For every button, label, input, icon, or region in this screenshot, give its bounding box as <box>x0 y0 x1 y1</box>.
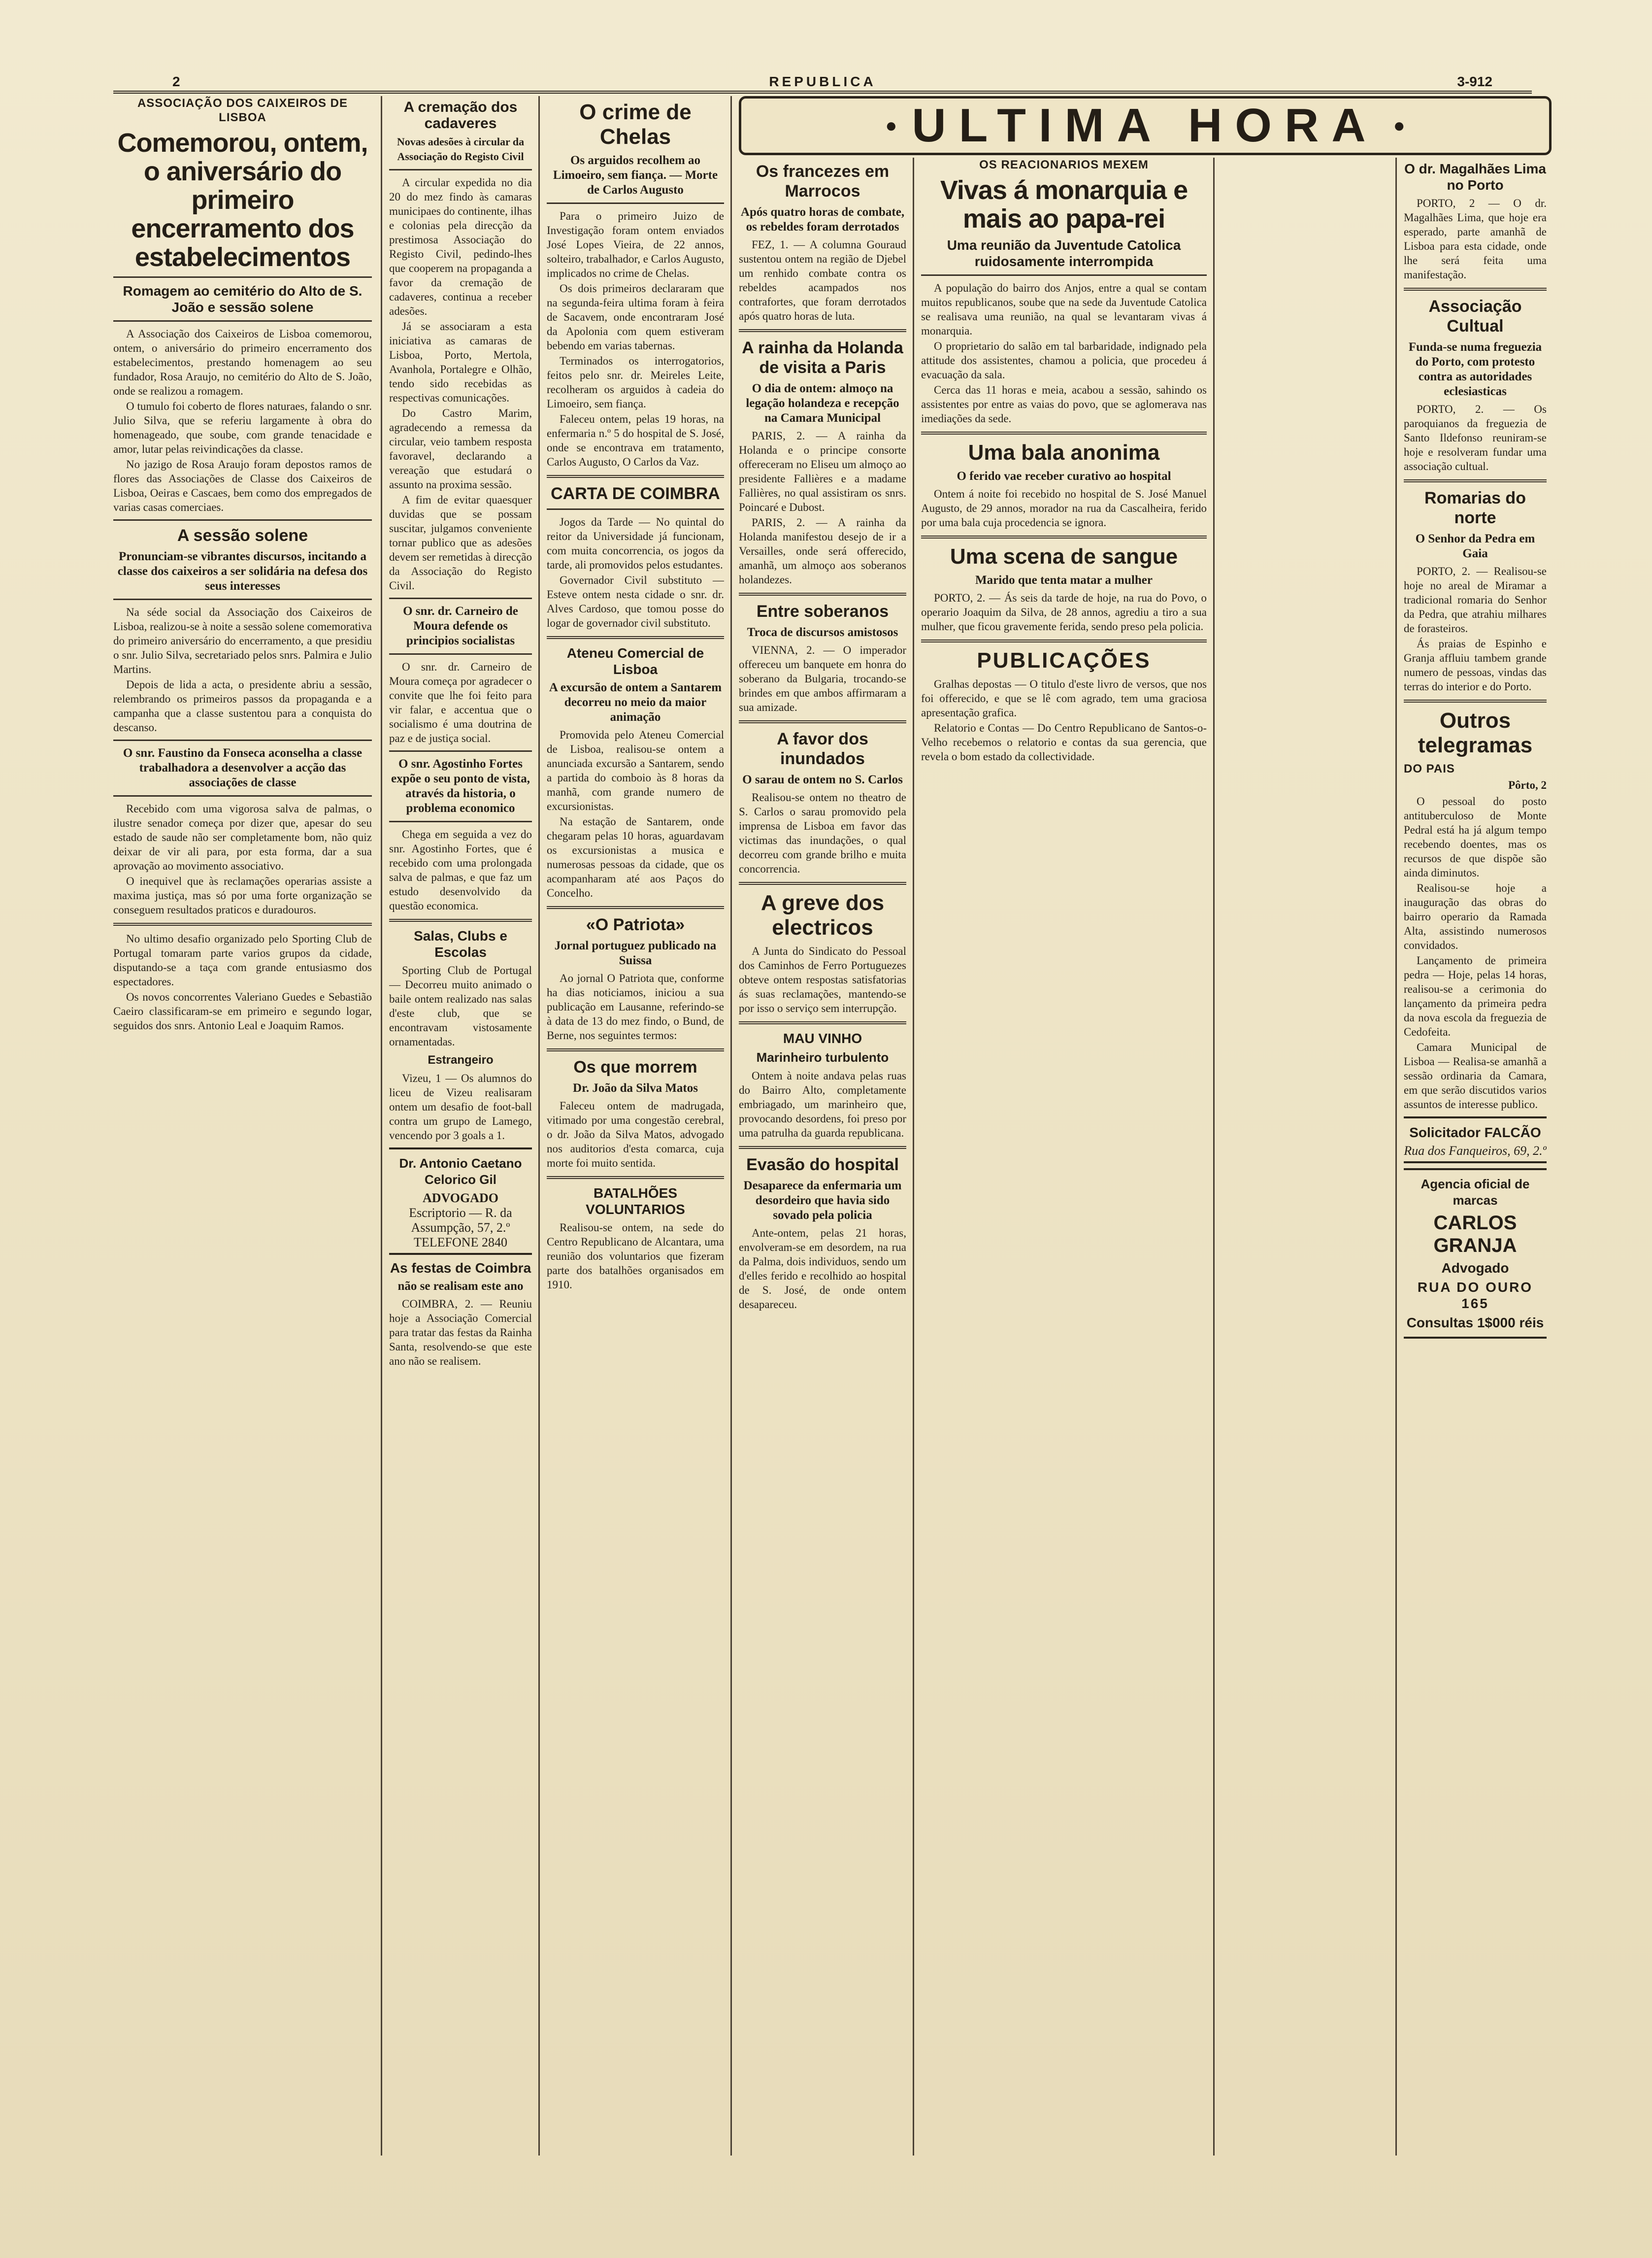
section-heading: Evasão do hospital <box>746 1155 899 1174</box>
article-paragraph: Os novos concorrentes Valeriano Guedes e Sebastião Caeiro classificaram-se em primeiro e segundo logar, seguidos dos snrs. Antonio Leal e Joaquim Ramos. <box>113 991 372 1032</box>
article-paragraph: PARIS, 2. — A rainha da Holanda e o principe consorte offereceram no Eliseu um almoço ao presidente Fallières e a madame Fallières, no qual assistiram os snrs. Poincaré e Dubost. <box>739 430 906 513</box>
section-heading: O snr. dr. Carneiro de Moura defende os principios socialistas <box>403 605 518 647</box>
article-paragraph: Realisou-se hoje a inauguração das obras do bairro operario da Ramada Alta, assistindo numerosos convidados. <box>1404 882 1547 951</box>
article-paragraph: O pessoal do posto antituberculoso de Monte Pedral está ha já algum tempo recebendo doentes, mas os recursos de que dispõe são ainda diminutos. <box>1404 795 1547 879</box>
section-deck: não se realisam este ano <box>397 1280 524 1293</box>
section-heading: As festas de Coimbra <box>390 1260 531 1276</box>
article-paragraph: Chega em seguida a vez do snr. Agostinho Fortes, que é recebido com uma prolongada salva de palmas, e que faz um estudo desenvolvido da questão economica. <box>389 828 532 912</box>
article-paragraph: Ontem à noite andava pelas ruas do Bairro Alto, completamente embriagado, um marinheiro que, provocando desordens, foi preso por uma patrulha da guarda republicana. <box>739 1070 906 1139</box>
column-chelas <box>547 96 724 2156</box>
page-number: 2 <box>172 74 180 89</box>
column-cremacao <box>389 96 532 2156</box>
section-heading: O snr. Agostinho Fortes expõe o seu ponto de vista, através da historia, o problema economico <box>391 757 530 815</box>
lawyer-advertisement <box>389 1147 532 1255</box>
section-heading: MAU VINHO <box>783 1031 862 1046</box>
column-rule <box>913 158 914 2156</box>
ad-kicker: Agencia oficial de marcas <box>1421 1177 1530 1208</box>
article-kicker: OS REACIONARIOS MEXEM <box>979 158 1149 171</box>
masthead <box>113 74 1532 94</box>
trademark-agency-advertisement <box>1404 1168 1547 1339</box>
article-paragraph: Ontem á noite foi recebido no hospital de S. José Manuel Augusto, de 29 annos, morador na rua da Cascalheira, ferido por uma bala cuja procedencia se ignora. <box>921 488 1207 529</box>
section-heading: Estrangeiro <box>428 1053 494 1067</box>
article-paragraph: Ao jornal O Patriota que, conforme ha dias noticiamos, iniciou a sua publicação em Lausanne, referindo-se à data de 13 do mez findo, o Bund, de Berne, nos seguintes termos: <box>547 972 724 1042</box>
section-heading: Os que morrem <box>573 1058 697 1077</box>
section-deck: O ferido vae receber curativo ao hospital <box>957 470 1171 483</box>
article-paragraph: COIMBRA, 2. — Reuniu hoje a Associação Comercial para tratar das festas da Rainha Santa, resolvendo-se que este ano não se realisem. <box>389 1298 532 1367</box>
section-deck: Pronunciam-se vibrantes discursos, incitando a classe dos caixeiros a ser solidária na defesa dos seus interesses <box>117 550 368 593</box>
section-heading: O snr. Faustino da Fonseca aconselha a classe trabalhadora a desenvolver a acção das associações de classe <box>123 746 363 789</box>
column-rule <box>1395 158 1397 2156</box>
section-deck: O Senhor da Pedra em Gaia <box>1415 532 1535 560</box>
column-porto <box>1404 158 1547 2156</box>
section-heading: CARTA DE COIMBRA <box>551 484 720 503</box>
article-paragraph: FEZ, 1. — A columna Gouraud sustentou ontem na região de Djebel um renhido combate contra os rebeldes acampados nos contrafortes, que foram derrotados após quatro horas de luta. <box>739 238 906 322</box>
article-paragraph: Realisou-se ontem, na sede do Centro Republicano de Alcantara, uma reunião dos voluntarios que fizeram parte dos batalhões organisados em 1910. <box>547 1221 724 1291</box>
article-paragraph: PORTO, 2 — O dr. Magalhães Lima, que hoje era esperado, parte amanhã de Lisboa para esta cidade, onde lhe será feita uma manifestação. <box>1404 197 1547 281</box>
article-headline: Vivas á monarquia e mais ao papa-rei <box>940 175 1188 234</box>
ultima-hora-banner <box>739 96 1552 155</box>
article-deck: Os arguidos recolhem ao Limoeiro, sem fiança. — Morte de Carlos Augusto <box>553 154 718 197</box>
article-paragraph: VIENNA, 2. — O imperador offereceu um banquete em honra do soberano da Bulgaria, trocando-se brindes em que ambos affirmaram a sua amizade. <box>739 644 906 713</box>
article-paragraph: Ante-ontem, pelas 21 horas, envolveram-se em desordem, na rua da Palma, dois individuos, sendo um d'elles ferido e recolhido ao hospital de S. José, de onde ontem desapareceu. <box>739 1227 906 1311</box>
ad-title: Advogado <box>1441 1260 1509 1276</box>
ad-phone: TELEFONE 2840 <box>414 1235 507 1249</box>
section-heading: «O Patriota» <box>586 915 685 934</box>
article-headline: Comemorou, ontem, o aniversário do primeiro encerramento dos estabelecimentos <box>117 128 368 272</box>
article-kicker: ASSOCIAÇÃO DOS CAIXEIROS DE LISBOA <box>137 97 348 124</box>
section-deck: Dr. João da Silva Matos <box>573 1081 698 1095</box>
article-paragraph: O inequivel que às reclamações operarias assiste a maxima justiça, mas só por uma forte organização se conseguem resultados praticos e duradouros. <box>113 875 372 916</box>
bullet-icon: ● <box>1393 114 1405 136</box>
solicitor-advertisement <box>1404 1116 1547 1163</box>
article-paragraph: Faleceu ontem, pelas 19 horas, na enfermaria n.º 5 do hospital de S. José, onde se encontrava em tratamento, Carlos Augusto, O Carlos da Vaz. <box>547 413 724 468</box>
issue-date: 3-912 <box>1457 74 1492 89</box>
article-paragraph: Relatorio e Contas — Do Centro Republicano de Santos-o-Velho recebemos o relatorio e contas da sua gerencia, que revela o bom estado da collectividade. <box>921 722 1207 763</box>
section-deck: O sarau de ontem no S. Carlos <box>742 773 903 786</box>
section-kicker: DO PAIS <box>1404 762 1455 775</box>
ad-name: Solicitador FALCÃO <box>1409 1125 1541 1140</box>
article-paragraph: Para o primeiro Juizo de Investigação foram ontem enviados José Lopes Vieira, de 22 annos, solteiro, trabalhador, e Carlos Augusto, implicados no crime de Chelas. <box>547 210 724 279</box>
column-rule <box>730 96 732 2156</box>
section-deck: Funda-se numa freguezia do Porto, com protesto contra as autoridades eclesiasticas <box>1408 340 1542 398</box>
section-heading: Uma scena de sangue <box>950 544 1178 569</box>
article-headline: Os francezes em Marrocos <box>756 162 890 201</box>
article-paragraph: O snr. dr. Carneiro de Moura começa por agradecer o convite que lhe foi feito para vir falar, e accentua que o socialismo é uma doutrina de paz e de justiça social. <box>389 661 532 744</box>
article-paragraph: PORTO, 2. — Ás seis da tarde de hoje, na rua do Povo, o operario Joaquim da Silva, de 28 annos, agrediu a tiro a sua mulher, que ficou gravemente ferida, sendo preso pela policia. <box>921 592 1207 633</box>
article-headline: A cremação dos cadaveres <box>403 99 518 132</box>
article-paragraph: O tumulo foi coberto de flores naturaes, falando o snr. Julio Silva, que se referiu largamente à obra do homenageado, que soube, com grande tenacidade e amor, lutar pelas reivindicações da classe. <box>113 400 372 455</box>
article-paragraph: Lançamento de primeira pedra — Hoje, pelas 14 horas, realisou-se a cerimonia do lançamento da primeira pedra da nova escola da freguezia de Cedofeita. <box>1404 954 1547 1038</box>
dateline: Pôrto, 2 <box>1508 779 1547 791</box>
section-heading: PUBLICAÇÕES <box>977 648 1151 673</box>
ad-name: Dr. Antonio Caetano Celorico Gil <box>399 1156 522 1187</box>
article-paragraph: Terminados os interrogatorios, feitos pelo snr. dr. Meireles Leite, recolheram os arguidos à cadeia do Limoeiro, sem fiança. <box>547 355 724 410</box>
article-deck: Novas adesões à circular da Associação do Registo Civil <box>396 135 525 163</box>
section-deck: Troca de discursos amistosos <box>747 626 898 639</box>
article-paragraph: Na estação de Santarem, onde chegaram pelas 10 horas, aguardavam os excursionistas a musica e numerosas pessoas da cidade, que os acompanharam até aos Paços do Concelho. <box>547 815 724 899</box>
ad-title: ADVOGADO <box>422 1191 499 1205</box>
section-heading: A favor dos inundados <box>777 730 868 768</box>
article-paragraph: Promovida pelo Ateneu Comercial de Lisboa, realisou-se ontem a anunciada excursão a Santarem, sendo a partida do comboio às 8 horas da manhã, com grande numero de excursionistas. <box>547 729 724 812</box>
section-heading: A rainha da Holanda de visita a Paris <box>742 338 903 377</box>
section-heading: A greve dos electricos <box>760 891 885 940</box>
article-paragraph: O proprietario do salão em tal barbaridade, indignado pela attitude dos assistentes, chamou a policia, que procedeu á evacuação da sala. <box>921 340 1207 381</box>
article-paragraph: Realisou-se ontem no theatro de S. Carlos o sarau promovido pela imprensa de Lisboa em favor das victimas das inundações, o qual decorreu com grande brilho e muita concorrencia. <box>739 791 906 875</box>
article-paragraph: Já se associaram a esta iniciativa as camaras de Lisboa, Porto, Mertola, Avanhola, Portalegre e Olhão, tendo sido recebidas as respectivas comunicações. <box>389 320 532 404</box>
section-deck: Desaparece da enfermaria um desordeiro que havia sido sovado pela policia <box>743 1179 902 1222</box>
article-paragraph: A Associação dos Caixeiros de Lisboa comemorou, ontem, o aniversário do primeiro encerramento dos estabelecimentos, prestando homenagem ao seu fundador, Rosa Araujo, no cemitério do Alto de S. João, onde se realizou a romagem. <box>113 328 372 397</box>
section-heading: Associação Cultual <box>1428 297 1522 336</box>
column-rule <box>1213 158 1215 2156</box>
article-paragraph: A Junta do Sindicato do Pessoal dos Caminhos de Ferro Portuguezes obteve ontem respostas satisfatorias ás suas reclamações, mantendo-se por isso o serviço sem interrupção. <box>739 945 906 1014</box>
section-deck: O dia de ontem: almoço na legação holandeza e recepção na Camara Municipal <box>746 382 899 425</box>
section-heading: A sessão solene <box>177 526 308 545</box>
column-rule <box>538 96 540 2156</box>
ad-address: Rua dos Fanqueiros, 69, 2.º <box>1404 1144 1547 1158</box>
article-paragraph: Recebido com uma vigorosa salva de palmas, o ilustre senador começa por dizer que, apesar do seu estado de saude não ser completamente bom, não quiz deixar de vir ali para, por esta forma, dar a sua aprovação ao movimento associativo. <box>113 803 372 872</box>
section-deck: Marido que tenta matar a mulher <box>975 573 1153 587</box>
section-heading: Romarias do norte <box>1424 489 1526 527</box>
article-deck: Uma reunião da Juventude Catolica ruidosamente interrompida <box>947 237 1181 269</box>
section-heading: Uma bala anonima <box>968 440 1160 465</box>
section-deck: Marinheiro turbulento <box>756 1050 889 1065</box>
section-deck: A excursão de ontem a Santarem decorreu no meio da maior animação <box>549 681 722 724</box>
article-paragraph: Camara Municipal de Lisboa — Realisa-se amanhã a sessão ordinaria da Camara, em que serão discutidos varios assuntos de interesse publico. <box>1404 1041 1547 1111</box>
section-heading: BATALHÕES VOLUNTARIOS <box>586 1185 685 1217</box>
article-paragraph: Ás praias de Espinho e Granja affluiu tambem grande numero de pessoas, vindas das terras do interior e do Porto. <box>1404 638 1547 693</box>
ad-price: Consultas 1$000 réis <box>1406 1315 1544 1330</box>
article-subhead: Romagem ao cemitério do Alto de S. João e sessão solene <box>123 283 363 315</box>
article-paragraph: Sporting Club de Portugal — Decorreu muito animado o baile ontem realizado nas salas d'este club, que se encontravam vistosamente ornamentadas. <box>389 964 532 1048</box>
article-paragraph: Faleceu ontem de madrugada, vitimado por uma congestão cerebral, o dr. João da Silva Matos, advogado nos auditorios d'esta comarca, cuja morte foi muito sentida. <box>547 1100 724 1169</box>
article-paragraph: A população do bairro dos Anjos, entre a qual se contam muitos republicanos, soube que na sede da Juventude Catolica se realisava uma reunião, na qual se levantaram vivas á monarquia. <box>921 282 1207 337</box>
section-heading: Salas, Clubs e Escolas <box>414 928 507 960</box>
article-deck: Após quatro horas de combate, os rebeldes foram derrotados <box>740 205 905 234</box>
ad-address: RUA DO OURO 165 <box>1417 1280 1533 1311</box>
article-paragraph: No ultimo desafio organizado pelo Sporting Club de Portugal tomaram parte varios grupos da cidade, disputando-se a taça com grande entusiasmo dos espectadores. <box>113 933 372 988</box>
column-caixeiros <box>113 96 372 2156</box>
article-paragraph: No jazigo de Rosa Araujo foram depostos ramos de flores das Associações de Classe dos Caixeiros de Lisboa, Oeiras e Cascaes, bem como dos empregados de varias casas comerciaes. <box>113 458 372 513</box>
section-heading: Outros telegramas <box>1418 708 1533 757</box>
article-paragraph: A circular expedida no dia 20 do mez findo às camaras municipaes do continente, ilhas e colonias pela direcção da prestimosa Associação do Registo Civil, pedindo-lhes que cooperem na propaganda a favor da cremação de cadaveres, continua a receber adesões. <box>389 176 532 317</box>
column-reacionarios <box>921 158 1207 2156</box>
ad-address: Escriptorio — R. da Assumpção, 57, 2.º <box>409 1206 512 1235</box>
ad-name: CARLOS GRANJA <box>1433 1212 1517 1256</box>
article-headline: O dr. Magalhães Lima no Porto <box>1404 161 1546 193</box>
article-paragraph: A fim de evitar quaesquer duvidas que se possam suscitar, julgamos conveniente tornar publico que as adesões devem ser remetidas à direcção da Associação do Registo Civil. <box>389 494 532 592</box>
column-telegramas <box>739 158 906 2156</box>
article-paragraph: Governador Civil substituto — Esteve ontem nesta cidade o snr. dr. Alves Cardoso, que tomou posse do logar de governador civil substituto. <box>547 574 724 629</box>
article-paragraph: Vizeu, 1 — Os alumnos do liceu de Vizeu realisaram ontem um desafio de foot-ball contra um grupo de Lamego, vencendo por 3 goals a 1. <box>389 1072 532 1142</box>
article-paragraph: Jogos da Tarde — No quintal do reitor da Universidade já funcionam, com muita concorrencia, os jogos da tarde, ali promovidos pelos estudantes. <box>547 516 724 571</box>
article-paragraph: Na séde social da Associação dos Caixeiros de Lisboa, realizou-se à noite a sessão solene comemorativa do primeiro aniversário do encerramento, a que presidiu o snr. Julio Silva, secretariado pelos snrs. Palmira e Julio Martins. <box>113 606 372 675</box>
section-heading: Entre soberanos <box>756 602 889 621</box>
section-heading: Ateneu Comercial de Lisboa <box>566 645 704 677</box>
article-paragraph: PARIS, 2. — A rainha da Holanda manifestou desejo de ir a Versailles, onde será offerecido, amanhã, um almoço aos soberanos holandezes. <box>739 516 906 586</box>
article-paragraph: PORTO, 2. — Realisou-se hoje no areal de Miramar a tradicional romaria do Senhor da Pedra, que atrahiu milhares de forasteiros. <box>1404 565 1547 635</box>
article-paragraph: Gralhas depostas — O titulo d'este livro de versos, que nos foi offerecido, e que se lê com agrado, tem uma graciosa apresentação grafica. <box>921 678 1207 719</box>
section-deck: Jornal portuguez publicado na Suissa <box>554 939 717 967</box>
banner-title: ULTIMA HORA <box>912 99 1379 152</box>
article-paragraph: Do Castro Marim, agradecendo a remessa da circular, veio tambem resposta favoravel, declarando a vereação que estudará o assunto na proxima sessão. <box>389 407 532 491</box>
article-headline: O crime de Chelas <box>579 100 692 149</box>
bullet-icon: ● <box>885 114 897 136</box>
paper-name: REPUBLICA <box>769 74 876 89</box>
article-paragraph: Os dois primeiros declararam que na segunda-feira ultima foram à feira de Sacavem, onde encontraram José da Apolonia com quem estiveram bebendo em varias tabernas. <box>547 282 724 352</box>
article-paragraph: Cerca das 11 horas e meia, acabou a sessão, sahindo os assistentes por entre as vaias do povo, que se aglomerava nas imediações da sede. <box>921 384 1207 425</box>
column-rule <box>381 96 382 2156</box>
article-paragraph: PORTO, 2. — Os paroquianos da freguezia de Santo Ildefonso reuniram-se hoje e resolveram fundar uma associação cultual. <box>1404 403 1547 472</box>
article-paragraph: Depois de lida a acta, o presidente abriu a sessão, relembrando os primeiros passos da propaganda e a campanha que a classe sustentou para a conquista do descanso. <box>113 678 372 734</box>
